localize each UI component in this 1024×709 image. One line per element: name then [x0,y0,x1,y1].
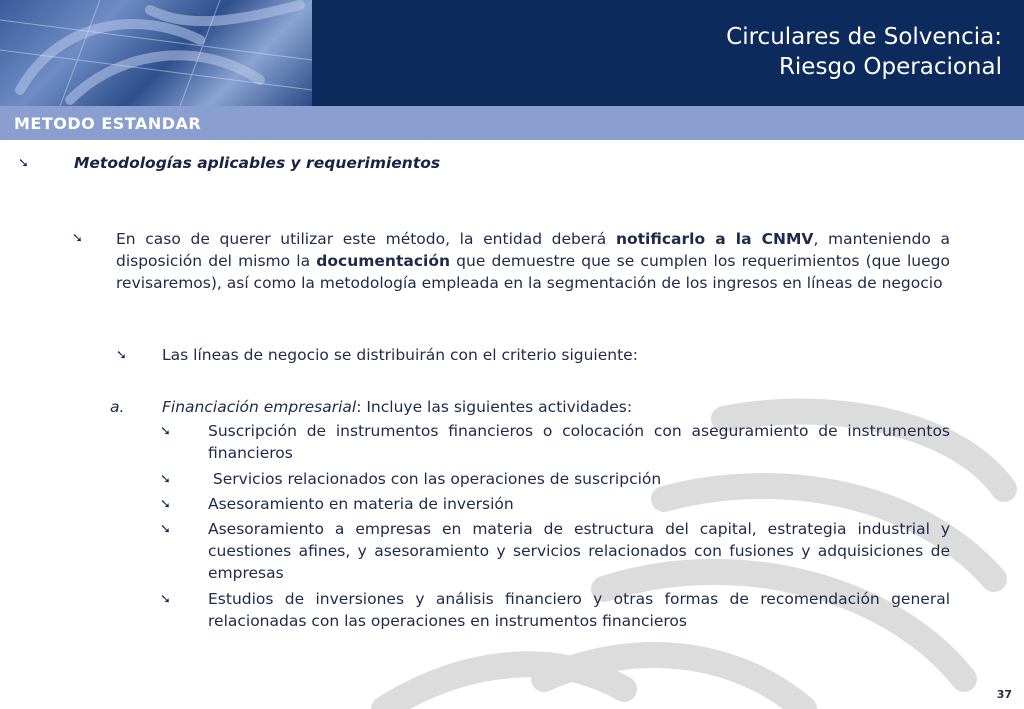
item-a-marker: a. [110,398,125,416]
subsection-heading: Metodologías aplicables y requerimientos [74,154,441,172]
arrow-bullet-icon: ➘ [160,497,171,512]
activity-item: Asesoramiento en materia de inversión [208,495,514,513]
activity-item: Servicios relacionados con las operaciones de suscripción [208,470,662,488]
intro-bold-notify: notificarlo a la CNMV [615,230,814,248]
arrow-bullet-icon: ➘ [18,156,29,171]
item-a-rest: : Incluye las siguientes actividades: [356,398,633,416]
arrow-bullet-icon: ➘ [160,424,171,439]
business-lines-text: Las líneas de negocio se distribuirán con el criterio siguiente: [162,346,638,364]
arrow-bullet-icon: ➘ [72,231,83,246]
item-a-text [162,396,632,418]
intro-bold-documentation: documentación [316,252,451,270]
intro-paragraph [116,228,950,294]
section-label: METODO ESTANDAR [14,114,202,133]
activity-item: Suscripción de instrumentos financieros o colocación con aseguramiento de instrumentos financieros [208,422,950,462]
title-line-1: Circulares de Solvencia: [726,24,1002,50]
intro-text-3: que demuestre que se cumplen los requerimientos (que luego revisaremos), así como la metodología empleada en la segmentación de los ingresos en líneas de negocio [116,252,950,292]
intro-text-2: , manteniendo a disposición del mismo la [116,230,950,270]
arrow-bullet-icon: ➘ [160,472,171,487]
arrow-bullet-icon: ➘ [116,348,127,363]
intro-text-1: En caso de querer utilizar este método, la entidad deberá [116,230,616,248]
item-a-title: Financiación empresarial [162,398,357,416]
activity-item: Estudios de inversiones y análisis financiero y otras formas de recomendación general relacionadas con las operaciones en instrumentos financieros [208,590,950,630]
header-logo-image [0,0,312,106]
page-title [726,22,1002,82]
arrow-bullet-icon: ➘ [160,592,171,607]
activity-item: Asesoramiento a empresas en materia de estructura del capital, estrategia industrial y cuestiones afines, y asesoramiento y servicios relacionados con fusiones y adquisiciones de empresas [208,520,950,582]
arrow-bullet-icon: ➘ [160,522,171,537]
title-line-2: Riesgo Operacional [778,54,1002,80]
page-number: 37 [996,688,1012,701]
